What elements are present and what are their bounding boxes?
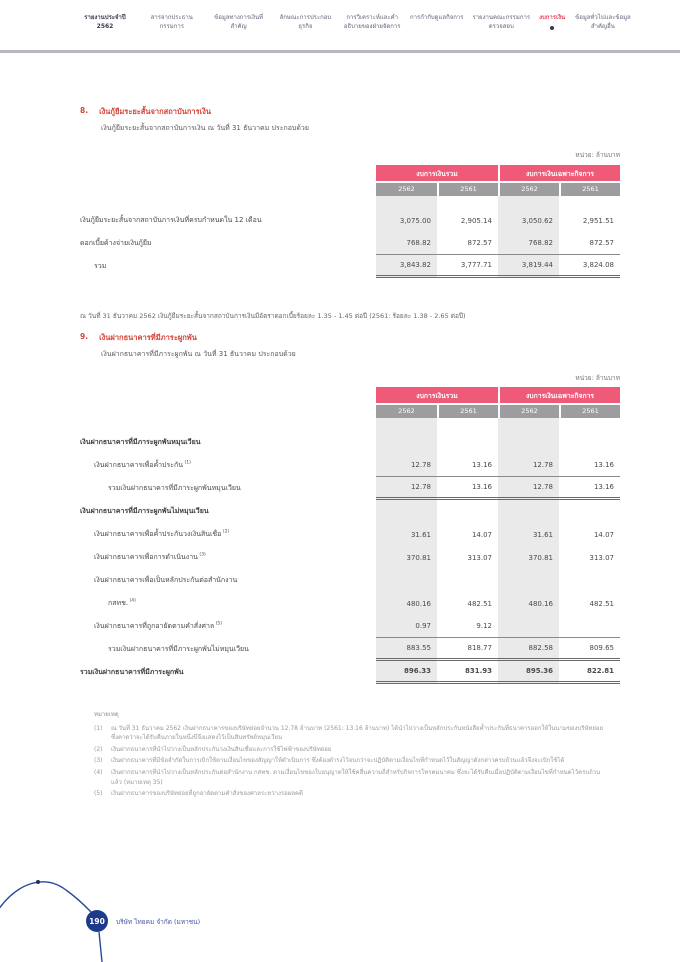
footnotes-list <box>94 724 608 799</box>
table-col-group: งบการเงินรวม <box>376 387 498 405</box>
nav-item-label: รายงานคณะกรรมการตรวจสอบ <box>472 14 531 30</box>
table-cell: 818.77 <box>437 638 498 661</box>
table-cell: 872.57 <box>559 232 620 255</box>
footnote-item-1 <box>94 724 608 743</box>
table-cell <box>498 431 559 454</box>
table-cell: 3,819.44 <box>498 255 559 278</box>
nav-item-label: การวิเคราะห์และคำอธิบายของฝ่ายจัดการ <box>343 14 401 30</box>
nav-item-label: ลักษณะการประกอบธุรกิจ <box>279 14 332 30</box>
table-cell: 480.16 <box>498 592 559 615</box>
table-year-header: 2562 <box>498 405 559 418</box>
footer-curve-dot <box>36 880 40 884</box>
table-row-label: เงินฝากธนาคารเพื่อเป็นหลักประกันต่อสำนักงาน <box>94 576 238 584</box>
section-8 <box>80 106 620 134</box>
table-year-header: 2561 <box>559 183 620 196</box>
page-number: 190 <box>89 917 105 926</box>
footnote-text: เงินฝากธนาคารของบริษัทย่อยที่ถูกอายัดตามคำสั่งของศาลระหว่างรอผลคดี <box>111 790 303 798</box>
table-cell: 480.16 <box>376 592 437 615</box>
table-col-group: งบการเงินเฉพาะกิจการ <box>498 165 620 183</box>
section-9-number: 9. <box>80 332 89 341</box>
table-cell: 313.07 <box>467 553 492 562</box>
footnote-marker: (3) <box>94 757 103 765</box>
footnote-text: เงินฝากธนาคารที่นำไปวางเป็นหลักประกันต่อสำนักงาน กสทช. ตามเงื่อนไขของใบอนุญาตให้ใช้คลื่นความถี่สำหรับกิจการโทรคมนาคม ซึ่งจะได้รับคืนเมื่อปฏิบัติตามเงื่อนไขที่กำหนดไว้ครบถ้วนแล้ว (หมายเหตุ 35) <box>111 768 601 786</box>
top-nav <box>76 13 632 31</box>
table-cell: 370.81 <box>498 546 559 569</box>
table-row-label: เงินฝากธนาคารเพื่อค้ำประกันวงเงินสินเชื่อ $^{(2)}$ <box>94 529 230 538</box>
table-cell: 370.81 <box>376 546 437 569</box>
table-row <box>80 592 620 615</box>
nav-item-label: งบการเงิน <box>539 14 566 21</box>
table-cell: 12.78 <box>498 454 559 477</box>
table-cell: 9.12 <box>437 615 498 638</box>
restricted-deposits-table <box>80 387 620 684</box>
footer-curve-line <box>0 882 93 914</box>
table-row <box>80 638 620 661</box>
table-cell <box>559 431 620 454</box>
table-cell: 12.78 <box>376 477 437 500</box>
section-9-subtitle: เงินฝากธนาคารที่มีภาระผูกพัน ณ วันที่ 31 ธันวาคม ประกอบด้วย <box>101 350 296 358</box>
footnote-text: เงินฝากธนาคารที่มีข้อจำกัดในการเบิกใช้ตามเงื่อนไขของสัญญาให้ดำเนินการ ซึ่งต้องดำรงไว้จนกว่าจะปฏิบัติตามเงื่อนไขที่กำหนดไว้ในสัญญาดังกล่าวครบถ้วนแล้วจึงจะเบิกใช้ได้ <box>111 757 565 765</box>
unit-label-table-1: หน่วย: ล้านบาท <box>575 151 620 159</box>
table-cell: 831.93 <box>437 661 498 684</box>
section-8-subtitle: เงินกู้ยืมระยะสั้นจากสถาบันการเงิน ณ วันที่ 31 ธันวาคม ประกอบด้วย <box>101 124 309 132</box>
footnotes <box>94 710 608 801</box>
nav-item-2[interactable] <box>143 13 201 31</box>
table-cell: 2,905.14 <box>460 216 492 225</box>
table-cell: 822.81 <box>559 661 620 684</box>
table-row-label: ดอกเบี้ยค้างจ่ายเงินกู้ยืม <box>80 239 152 247</box>
footnote-item-3 <box>94 756 608 766</box>
table-cell: 882.58 <box>498 638 559 661</box>
table-cell: 13.16 <box>437 477 498 500</box>
table-cell: 13.16 <box>559 477 620 500</box>
nav-item-1[interactable] <box>76 13 134 31</box>
nav-item-3[interactable] <box>210 13 268 31</box>
nav-item-label: สารจากประธานกรรมการ <box>150 14 193 30</box>
footnote-marker: (5) <box>94 790 103 798</box>
footnote-marker: (2) <box>94 745 103 753</box>
footnote-item-5 <box>94 789 608 799</box>
table-cell: 12.78 <box>498 477 559 500</box>
table-cell <box>437 569 498 592</box>
footer-company-name: บริษัท ไทยคม จำกัด (มหาชน) <box>116 918 201 926</box>
table-cell: 31.61 <box>498 523 559 546</box>
table-cell: 14.07 <box>471 530 492 539</box>
table-cell: 896.33 <box>376 661 437 684</box>
table-row <box>80 454 620 477</box>
table-cell <box>559 569 620 592</box>
table-row-label: เงินฝากธนาคารที่มีภาระผูกพันไม่หมุนเวียน <box>80 507 209 515</box>
table-cell: 482.51 <box>589 599 614 608</box>
footnote-marker: (4) <box>94 768 103 776</box>
table-row <box>80 661 620 684</box>
table-row-label: เงินฝากธนาคารเพื่อการดำเนินงาน $^{(3)}$ <box>94 552 206 561</box>
nav-item-5[interactable] <box>343 13 401 31</box>
nav-item-label: ข้อมูลทั่วไปและข้อมูลสำคัญอื่น <box>575 14 631 30</box>
table-cell: 895.36 <box>498 661 559 684</box>
table-row <box>80 431 620 454</box>
table-cell: 883.55 <box>376 638 437 661</box>
table-row-label: เงินฝากธนาคารเพื่อค้ำประกัน $^{(1)}$ <box>94 460 191 469</box>
table-cell: 3,843.82 <box>376 255 437 278</box>
nav-item-7[interactable] <box>472 13 530 31</box>
table-row <box>80 615 620 638</box>
section-9 <box>80 332 620 360</box>
footnote-item-4 <box>94 768 608 787</box>
section-8-title: เงินกู้ยืมระยะสั้นจากสถาบันการเงิน <box>99 107 211 116</box>
table-row-label: รวม <box>94 262 107 270</box>
table-row <box>80 546 620 569</box>
table-row <box>80 569 620 592</box>
table-cell: 482.51 <box>467 599 492 608</box>
footnote-text: เงินฝากธนาคารที่นำไปวางเป็นหลักประกันวงเงินสินเชื่อและการใช้ไฟฟ้าของบริษัทย่อย <box>111 745 332 753</box>
footnote-text: ณ วันที่ 31 ธันวาคม 2562 เงินฝากธนาคารของบริษัทย่อยจำนวน 12.78 ล้านบาท (2561: 13.16 ล้านบาท) ได้นำไปวางเป็นหลักประกันหนังสือค้ำประกันที่ธนาคารออกให้ในนามของบริษัทย่อย ซึ่งคาดว่าจะได้รับคืนภายในหนึ่งปีจึงแสดงไว้เป็นสินทรัพย์หมุนเวียน <box>111 724 604 742</box>
table-cell: 768.82 <box>376 232 437 255</box>
table-cell <box>376 569 437 592</box>
table-cell: 0.97 <box>376 615 437 638</box>
table-cell: 3,824.08 <box>559 255 620 278</box>
table-cell: 2,951.51 <box>582 216 614 225</box>
table-cell <box>376 431 437 454</box>
table-col-group: งบการเงินรวม <box>376 165 498 183</box>
table-cell <box>498 500 559 523</box>
table-year-header: 2561 <box>437 183 498 196</box>
table-cell: 31.61 <box>376 523 437 546</box>
table-col-group: งบการเงินเฉพาะกิจการ <box>498 387 620 405</box>
table-row-label: เงินกู้ยืมระยะสั้นจากสถาบันการเงินที่ครบกำหนดใน 12 เดือน <box>80 216 262 224</box>
table-row <box>80 523 620 546</box>
table-cell: 14.07 <box>593 530 614 539</box>
table-cell <box>437 500 498 523</box>
table-cell: 13.16 <box>437 454 498 477</box>
table-cell <box>498 569 559 592</box>
table-cell: 3,075.00 <box>376 209 437 232</box>
section-9-title: เงินฝากธนาคารที่มีภาระผูกพัน <box>99 333 197 342</box>
table-year-header: 2562 <box>376 405 437 418</box>
table-cell <box>559 500 620 523</box>
table-cell: 3,777.71 <box>437 255 498 278</box>
table-cell <box>498 615 559 638</box>
table-row-label: รวมเงินฝากธนาคารที่มีภาระผูกพันหมุนเวียน <box>108 484 241 492</box>
table-year-header: 2561 <box>437 405 498 418</box>
table-row-label: รวมเงินฝากธนาคารที่มีภาระผูกพัน <box>80 668 184 676</box>
nav-item-label: รายงานประจำปี 2562 <box>84 14 126 30</box>
nav-item-6[interactable] <box>410 13 463 31</box>
table-row <box>80 500 620 523</box>
table-cell <box>376 500 437 523</box>
nav-divider-rule <box>0 50 680 53</box>
nav-item-9[interactable] <box>574 13 632 31</box>
table-cell: 313.07 <box>589 553 614 562</box>
table-row-label: กสทช. $^{(4)}$ <box>108 598 136 607</box>
table-row-label: รวมเงินฝากธนาคารที่มีภาระผูกพันไม่หมุนเวียน <box>108 645 249 653</box>
table-cell: 3,050.62 <box>498 209 559 232</box>
footnotes-heading: หมายเหตุ <box>94 711 119 718</box>
section-8-note: ณ วันที่ 31 ธันวาคม 2562 เงินกู้ยืมระยะสั้นจากสถาบันการเงินมีอัตราดอกเบี้ยร้อยละ 1.35 - 1.45 ต่อปี (2561: ร้อยละ 1.38 - 2.65 ต่อปี) <box>80 312 466 320</box>
nav-item-label: การกำกับดูแลกิจการ <box>409 14 464 21</box>
table-cell: 809.65 <box>559 638 620 661</box>
table-row-label: เงินฝากธนาคารที่ถูกอายัดตามคำสั่งศาล $^{(5)}$ <box>94 621 222 630</box>
footer-decoration <box>0 852 240 962</box>
table-year-header: 2561 <box>559 405 620 418</box>
unit-label-table-2: หน่วย: ล้านบาท <box>575 374 620 382</box>
table-year-header: 2562 <box>376 183 437 196</box>
footnote-marker: (1) <box>94 724 103 732</box>
footnote-item-2 <box>94 745 608 755</box>
table-row-label: เงินฝากธนาคารที่มีภาระผูกพันหมุนเวียน <box>80 438 201 446</box>
table-row <box>80 232 620 255</box>
table-cell <box>437 431 498 454</box>
table-cell: 768.82 <box>498 232 559 255</box>
table-cell: 872.57 <box>437 232 498 255</box>
nav-item-4[interactable] <box>276 13 334 31</box>
short-term-loans-table <box>80 165 620 278</box>
table-year-header: 2562 <box>498 183 559 196</box>
nav-item-label: ข้อมูลทางการเงินที่สำคัญ <box>214 14 264 30</box>
table-cell <box>559 615 620 638</box>
nav-item-8[interactable] <box>539 13 565 31</box>
table-cell: 12.78 <box>376 454 437 477</box>
footer-vertical-line <box>99 932 102 962</box>
active-tab-indicator-dot <box>550 26 554 30</box>
table-row <box>80 255 620 278</box>
table-row <box>80 477 620 500</box>
table-cell: 13.16 <box>559 454 620 477</box>
section-8-number: 8. <box>80 106 89 115</box>
table-row <box>80 209 620 232</box>
